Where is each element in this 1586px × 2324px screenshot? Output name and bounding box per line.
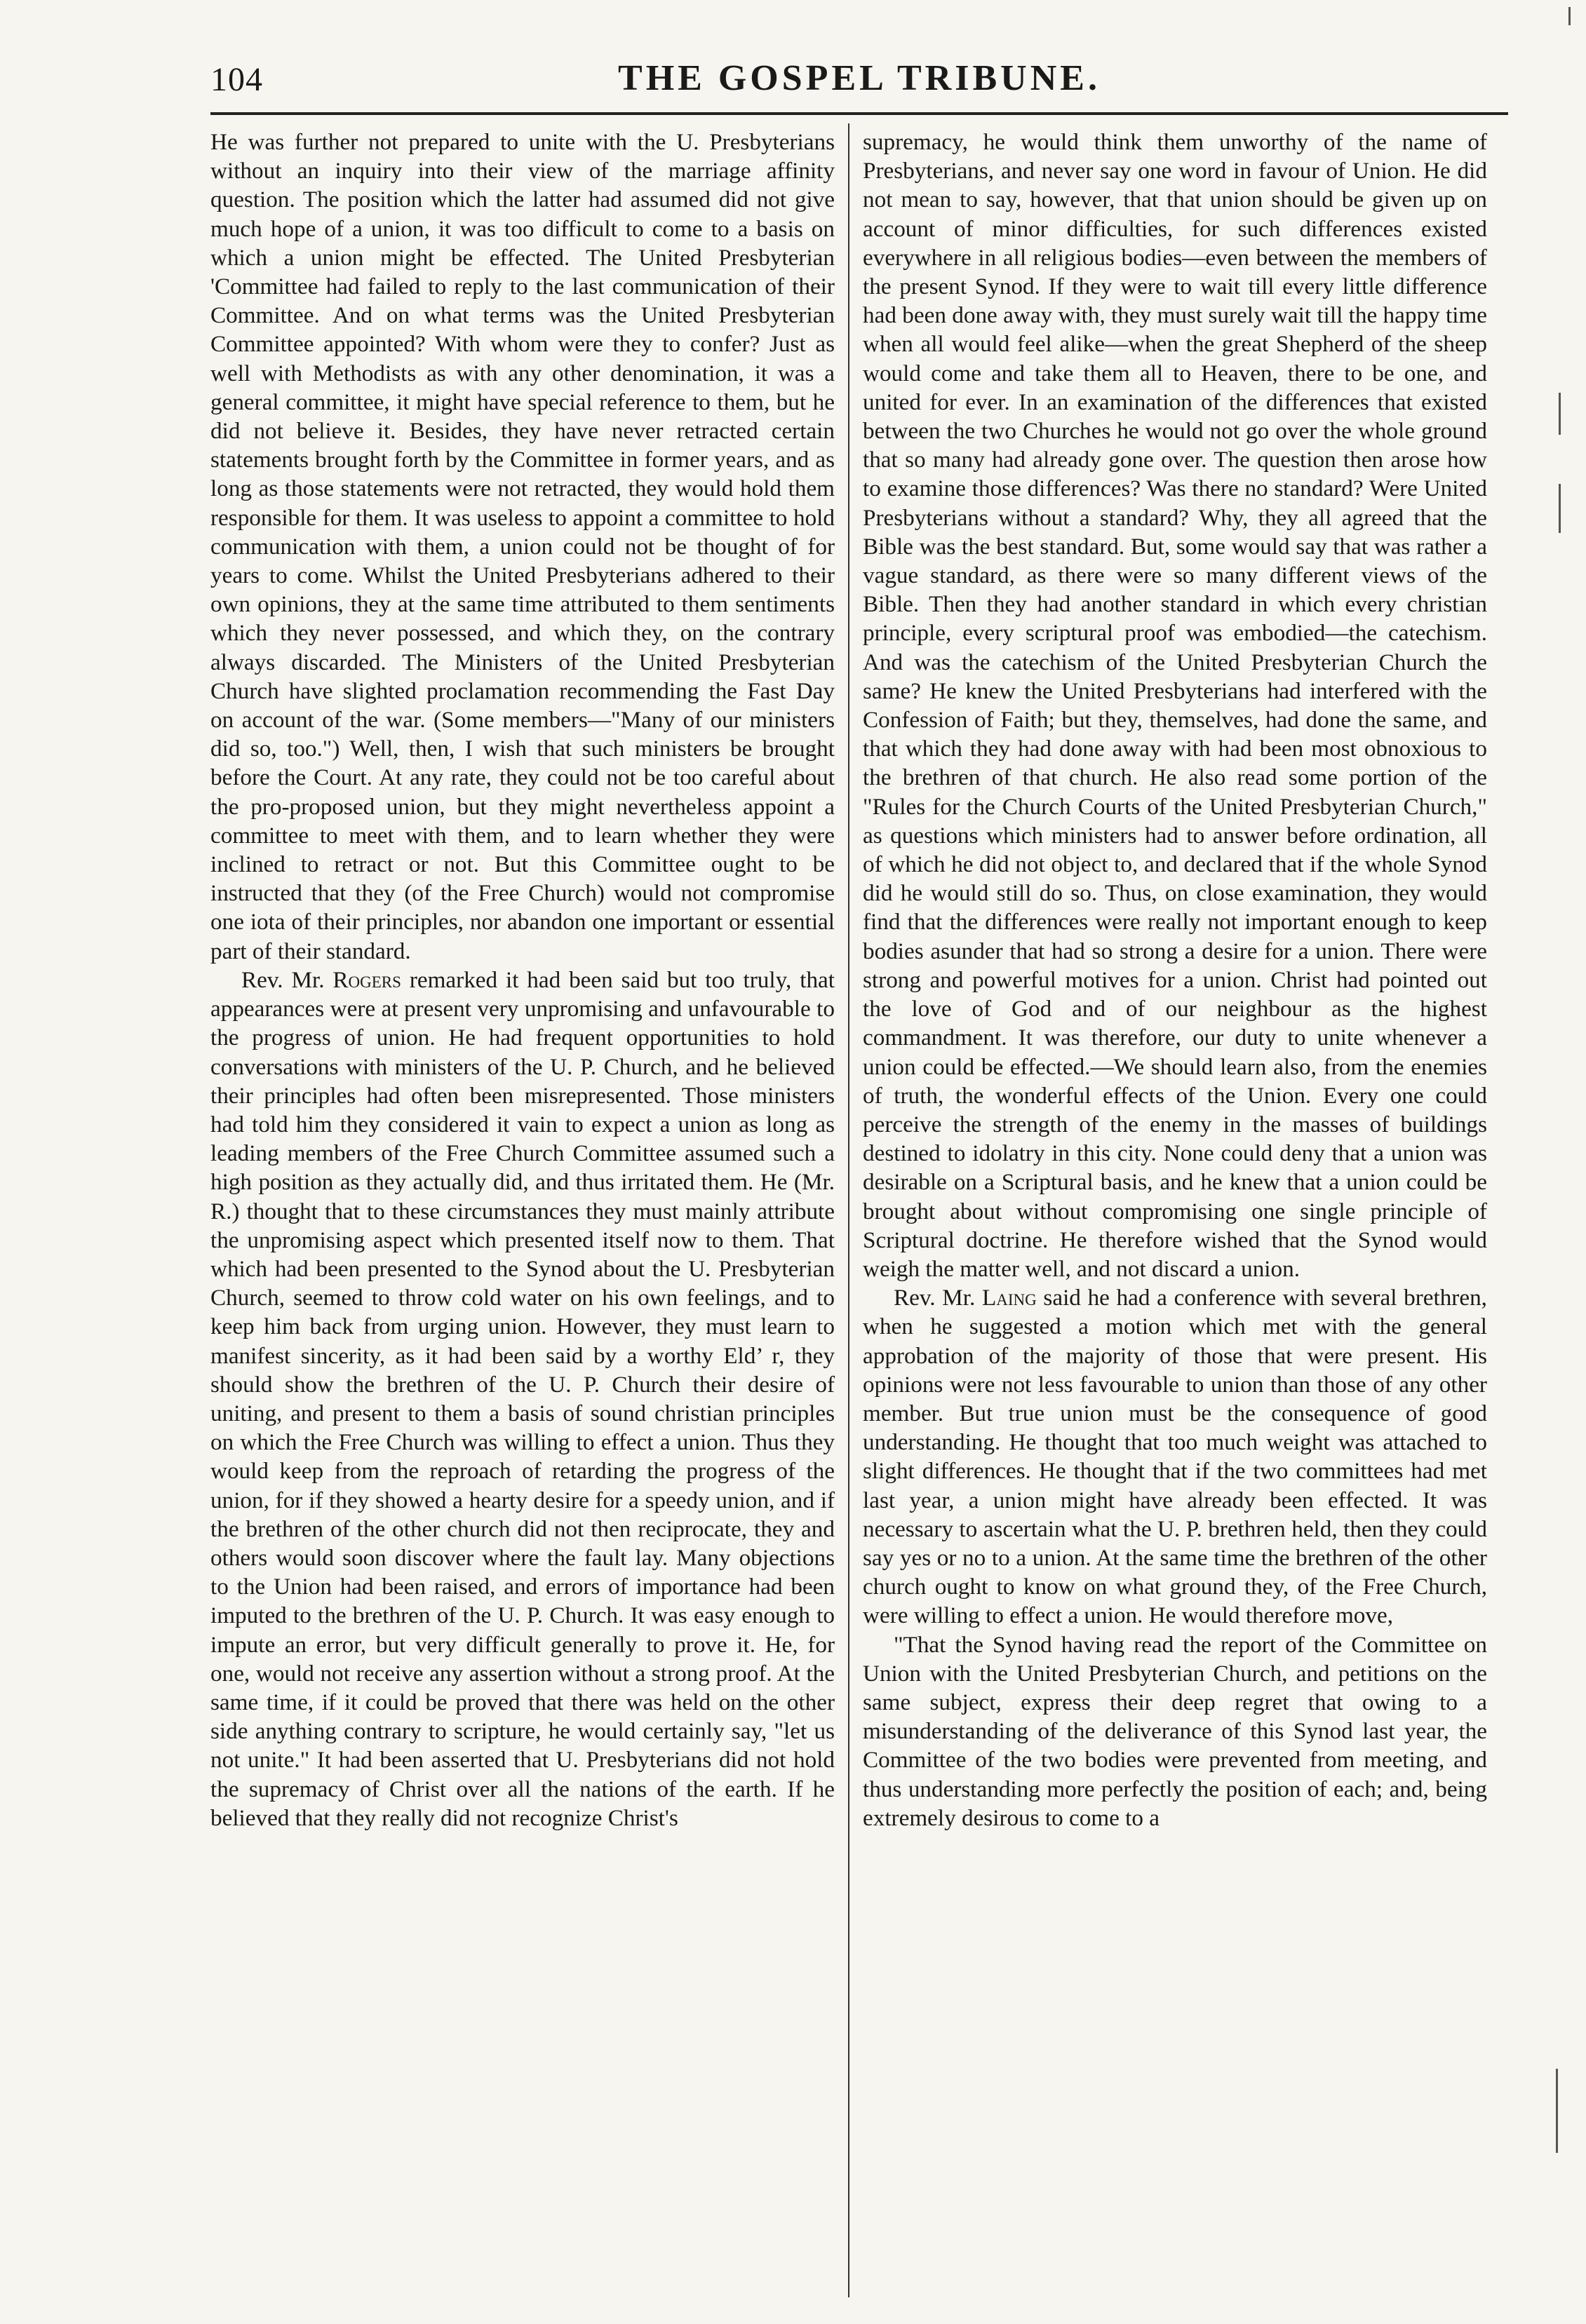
speech-text: remarked it had been said but too truly, that appearances were at present very unpromising and unfavourable to the progress of union. He had frequent opportunities to hold conversations with ministers of the U. P. Church, and he believed their principles had often been misrepresented. Those ministers had told him they considered it vain to expect a union as long as leading members of the Free Church Committee assumed such a high position as they actually did, and thus irritated them. He (Mr. R.) thought that to these circumstances they must mainly attribute the unpromising aspect which presented itself now to them. That which had been presented to the Synod about the U. Presbyterian Church, seemed to throw cold water on his own feelings, and to keep him back from urging union. However, they must learn to manifest sincerity, as it had been said by a worthy Eld’ r, they should show the brethren of the U. P. Church their desire of uniting, and present to them a basis of sound christian principles on which the Free Church was willing to effect a union. Thus they would keep from the reproach of retarding the progress of the union, for if they showed a hearty desire for a speedy union, and if the brethren of the other church did not then reciprocate, they and others would soon discover where the fault lay. Many objections to the Union had been raised, and errors of importance had been imputed to the brethren of the U. P. Church. It was easy enough to impute an error, but very difficult generally to prove it. He, for one, would not receive any assertion without a strong proof. At the same time, if it could be proved that there was held on the other side anything contrary to scripture, he would certainly say, "let us not unite." It had been asserted that U. Presbyterians did not hold the supremacy of Christ over all the nations of the earth. If he believed that they really did not recognize Christ's xyxy=(210,966,835,1831)
right-column xyxy=(863,128,1487,2295)
left-paragraph-1: He was further not prepared to unite with the U. Presbyterians without an inquiry into their view of the marriage affinity question. The position which the latter had assumed did not give much hope of a union, it was too difficult to come to a basis on which a union might be effected. The United Presbyterian 'Committee had failed to reply to the last communication of their Committee. And on what terms was the United Presbyterian Committee appointed? With whom were they to confer? Just as well with Methodists as with any other denomination, it was a general committee, it might have special reference to them, but he did not believe it. Besides, they have never retracted certain statements brought forth by the Committee in former years, and as long as those statements were not retracted, they would hold them responsible for them. It was useless to appoint a committee to hold communication with them, a union could not be thought of for years to come. Whilst the United Presbyterians adhered to their own opinions, they at the same time attributed to them sentiments which they never possessed, and which they, on the contrary always discarded. The Ministers of the United Presbyterian Church have slighted proclamation recommending the Fast Day on account of the war. (Some members—"Many of our ministers did so, too.") Well, then, I wish that such ministers be brought before the Court. At any rate, they could not be too careful about the pro-proposed union, but they might nevertheless appoint a committee to meet with them, and to learn whether they were inclined to retract or not. But this Committee ought to be instructed that they (of the Free Church) would not compromise one iota of their principles, nor abandon one important or essential part of their standard. xyxy=(210,129,835,964)
edge-mark xyxy=(1559,484,1561,533)
edge-mark xyxy=(1556,2069,1558,2153)
running-title: THE GOSPEL TRIBUNE. xyxy=(618,58,1101,98)
left-paragraph-2 xyxy=(210,966,835,1832)
speech-text: said he had a conference with several brethren, when he suggested a motion which met with the general approbation of the majority of those that were present. His opinions were not less favourable to union than those of any other member. But true union must be the consequence of good understanding. He thought that too much weight was attached to slight differences. He thought that if the two committees had met last year, a union might have already been effected. It was necessary to ascertain what the U. P. brethren held, then they could say yes or no to a union. At the same time the brethren of the other church ought to know on what ground they, of the Free Church, were willing to effect a union. He would therefore move, xyxy=(863,1285,1487,1629)
right-paragraph-1: supremacy, he would think them unworthy of the name of Presbyterians, and never say one word in favour of Union. He did not mean to say, however, that that union should be given up on account of minor difficulties, for such differences existed everywhere in all religious bodies—even between the members of the present Synod. If they were to wait till every little difference had been done away with, they must surely wait till the happy time when all would feel alike—when the great Shepherd of the sheep would come and take them all to Heaven, there to be one, and united for ever. In an examination of the differences that existed between the two Churches he would not go over the whole ground that so many had already gone over. The question then arose how to examine those differences? Was there no standard? Were United Presbyterians without a standard? Why, they all agreed that the Bible was the best standard. But, some would say that was rather a vague standard, as there were so many different views of the Bible. Then they had another standard in which every christian principle, every scriptural proof was embodied—the catechism. And was the catechism of the United Presbyterian Church the same? He knew the United Presbyterians had interfered with the Confession of Faith; but they, themselves, had done the same, and that which they had done away with had been most obnoxious to the brethren of that church. He also read some portion of the "Rules for the Church Courts of the United Presbyterian Church," as questions which ministers had to answer before ordination, all of which he did not object to, and declared that if the whole Synod did he would still do so. Thus, on close examination, they would find that the differences were really not important enough to keep bodies asunder that had so strong a desire for a union. There were strong and powerful motives for a union. Christ had pointed out the love of God and of our neighbour as the highest commandment. It was therefore, our duty to unite whenever a union could be effected.—We should learn also, from the enemies of truth, the wonderful effects of the Union. Every one could perceive the strength of the enemy in the masses of buildings destined to idolatry in this city. None could deny that a union was desirable on a Scriptural basis, and he knew that a union could be brought about without compromising one single principle of Scriptural doctrine. He therefore wished that the Synod would weigh the matter well, and not discard a union. xyxy=(863,129,1487,1282)
column-divider xyxy=(848,123,849,2297)
speaker-prefix: Rev. Mr. xyxy=(894,1285,982,1311)
right-paragraph-3: "That the Synod having read the report of the Committee on Union with the United Presbyterian Church, and petitions on the same subject, express their deep regret that owing to a misunderstanding of the deliverance of this Synod last year, the Committee of the two bodies were prevented from meeting, and thus understanding more perfectly the position of each; and, being extremely desirous to come to a xyxy=(863,1631,1487,1831)
speaker-name: Rogers xyxy=(332,966,401,993)
page-header xyxy=(210,55,1508,118)
speaker-name: Laing xyxy=(981,1285,1037,1311)
left-column xyxy=(210,128,835,2295)
page-number: 104 xyxy=(210,61,263,98)
speaker-prefix: Rev. Mr. xyxy=(241,966,333,993)
edge-mark xyxy=(1568,7,1571,25)
header-rule xyxy=(210,112,1508,115)
right-paragraph-2 xyxy=(863,1283,1487,1630)
edge-mark xyxy=(1559,393,1561,435)
